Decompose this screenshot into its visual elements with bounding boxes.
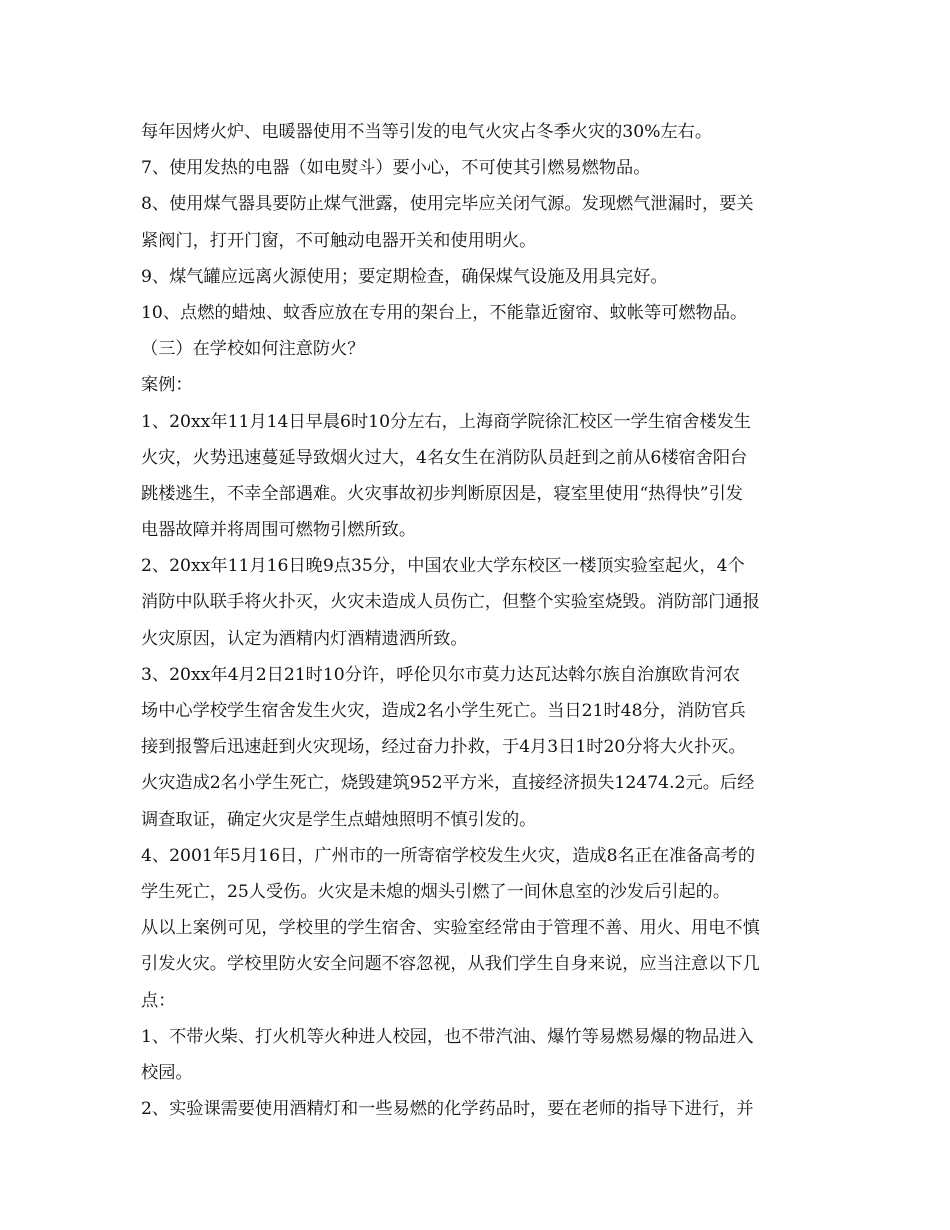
text-line: 3、20xx年4月2日21时10分许，呼伦贝尔市莫力达瓦达斡尔族自治旗欧肯河农 — [141, 664, 741, 685]
text-line: 9、煤气罐应远离火源使用；要定期检查，确保煤气设施及用具完好。 — [141, 266, 668, 287]
text-line: 4、2001年5月16日，广州市的一所寄宿学校发生火灾，造成8名正在准备高考的 — [141, 845, 756, 866]
text-line: 跳楼逃生，不幸全部遇难。火灾事故初步判断原因是，寝室里使用“热得快”引发 — [141, 483, 743, 504]
text-line: 学生死亡，25人受伤。火灾是未熄的烟头引燃了一间休息室的沙发后引起的。 — [141, 881, 731, 902]
text-line: 7、使用发热的电器（如电熨斗）要小心，不可使其引燃易燃物品。 — [141, 158, 651, 179]
text-line: 消防中队联手将火扑灭，火灾未造成人员伤亡，但整个实验室烧毁。消防部门通报 — [141, 592, 760, 613]
text-line: 接到报警后迅速赶到火灾现场，经过奋力扑救，于4月3日1时20分将大火扑灭。 — [141, 737, 746, 758]
text-line: 校园。 — [141, 1062, 193, 1083]
text-line: 10、点燃的蜡烛、蚊香应放在专用的架台上，不能靠近窗帘、蚊帐等可燃物品。 — [141, 302, 748, 323]
text-line: 2、20xx年11月16日晚9点35分，中国农业大学东校区一楼顶实验室起火，4个 — [141, 556, 745, 577]
text-line: 火灾，火势迅速蔓延导致烟火过大，4名女生在消防队员赶到之前从6楼宿舍阳台 — [141, 447, 748, 468]
text-line: 火灾造成2名小学生死亡，烧毁建筑952平方米，直接经济损失12474.2元。后经 — [141, 773, 755, 794]
text-line: 火灾原因，认定为酒精内灯酒精遗洒所致。 — [141, 628, 468, 649]
section-heading: （三）在学校如何注意防火？ — [141, 339, 365, 360]
text-line: 电器故障并将周围可燃物引燃所致。 — [141, 520, 417, 541]
text-line: 1、不带火柴、打火机等火种进人校园，也不带汽油、爆竹等易燃易爆的物品进入 — [141, 1026, 754, 1047]
text-line: 调查取证，确定火灾是学生点蜡烛照明不慎引发的。 — [141, 809, 537, 830]
text-line: 每年因烤火炉、电暖器使用不当等引发的电气火灾占冬季火灾的30%左右。 — [141, 122, 713, 142]
case-label: 案例： — [141, 375, 193, 396]
text-line: 1、20xx年11月14日早晨6时10分左右，上海商学院徐汇校区一学生宿舍楼发生 — [141, 411, 751, 432]
text-line: 2、实验课需要使用酒精灯和一些易燃的化学药品时，要在老师的指导下进行，并 — [141, 1099, 754, 1120]
document-body — [141, 114, 811, 1127]
text-line: 引发火灾。学校里防火安全问题不容忽视，从我们学生自身来说，应当注意以下几 — [141, 954, 760, 975]
text-line: 从以上案例可见，学校里的学生宿舍、实验室经常由于管理不善、用火、用电不慎 — [141, 918, 760, 939]
text-line: 8、使用煤气器具要防止煤气泄露，使用完毕应关闭气源。发现燃气泄漏时，要关 — [141, 194, 754, 215]
text-line: 场中心学校学生宿舍发生火灾，造成2名小学生死亡。当日21时48分，消防官兵 — [141, 701, 746, 721]
text-line: 紧阀门，打开门窗，不可触动电器开关和使用明火。 — [141, 230, 537, 251]
text-line: 点： — [141, 990, 176, 1011]
